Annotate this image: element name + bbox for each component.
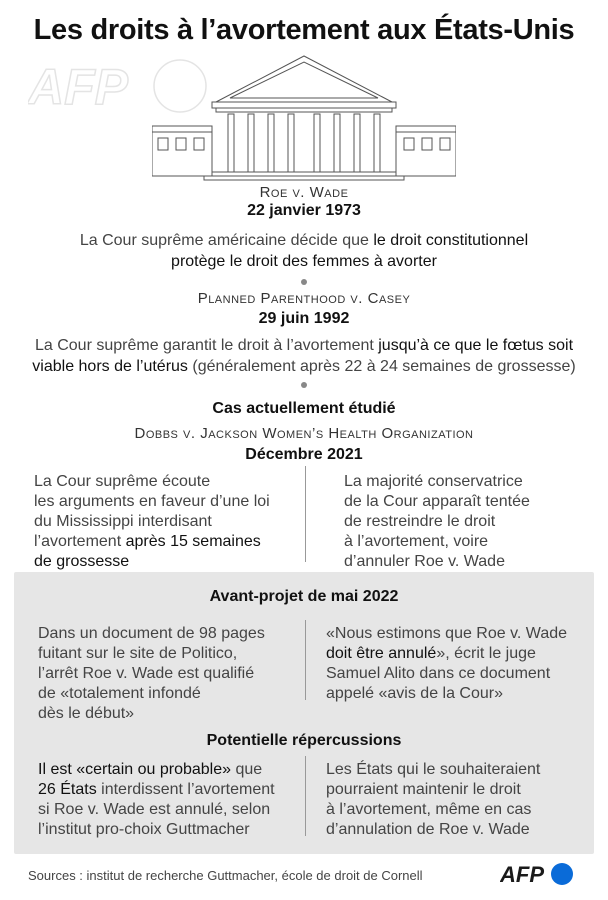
svg-text:AFP: AFP [28,59,128,115]
case-dobbs-date: Décembre 2021 [245,446,363,463]
sources-credit: Sources : institut de recherche Guttmacher, école de droit de Cornell [28,868,423,883]
impact-right-column: Les États qui le souhaiteraient pourraient maintenir le droit à l’avortement, même en cas d’annulation de Roe v. Wade [326,761,541,838]
dobbs-right-column: La majorité conservatrice de la Cour apparaît tentée de restreindre le droit à l’avortement, voire d’annuler Roe v. Wade [344,473,530,570]
draft-right-column: «Nous estimons que Roe v. Wade doit être annulé», écrit le juge Samuel Alito dans ce document appelé «avis de la Cour» [326,625,568,702]
column-divider [305,620,306,700]
page-title: Les droits à l’avortement aux États-Unis [33,14,575,46]
dobbs-left-column: La Cour suprême écoute les arguments en faveur d’une loi du Mississippi interdisant l’avortement après 15 semaines de grossesse [34,473,270,570]
case-roe-date: 22 janvier 1973 [247,202,361,219]
timeline-dot [301,279,307,285]
column-divider [305,756,306,836]
timeline-dot [301,382,307,388]
impact-left-column: Il est «certain ou probable» que 26 États interdissent l’avortement si Roe v. Wade est annulé, selon l’institut pro-choix Guttmacher [38,761,275,838]
draft-heading: Avant-projet de mai 2022 [209,588,399,605]
case-casey-name: Planned Parenthood v. Casey [197,290,411,307]
column-divider [305,466,306,562]
draft-left-column: Dans un document de 98 pages fuitant sur le site de Politico, l’arrêt Roe v. Wade est qualifié de «totalement infondé dès le début» [38,625,265,722]
case-casey-description: La Cour suprême garantit le droit à l’avortement jusqu’à ce que le fœtus soit viable hors de l’utérus (généralement après 22 à 24 semaines de grossesse) [32,337,576,375]
afp-logo [500,860,576,888]
case-dobbs-name: Dobbs v. Jackson Women’s Health Organization [134,425,474,442]
case-roe-name: Roe v. Wade [259,184,349,201]
impact-heading: Potentielle répercussions [206,732,402,749]
supreme-court-icon [152,52,456,182]
svg-text:AFP: AFP [500,862,544,887]
case-casey-date: 29 juin 1992 [258,310,350,327]
current-case-heading: Cas actuellement étudié [212,400,396,417]
case-roe-description: La Cour suprême américaine décide que le droit constitutionnel protège le droit des femmes à avorter [79,232,529,270]
